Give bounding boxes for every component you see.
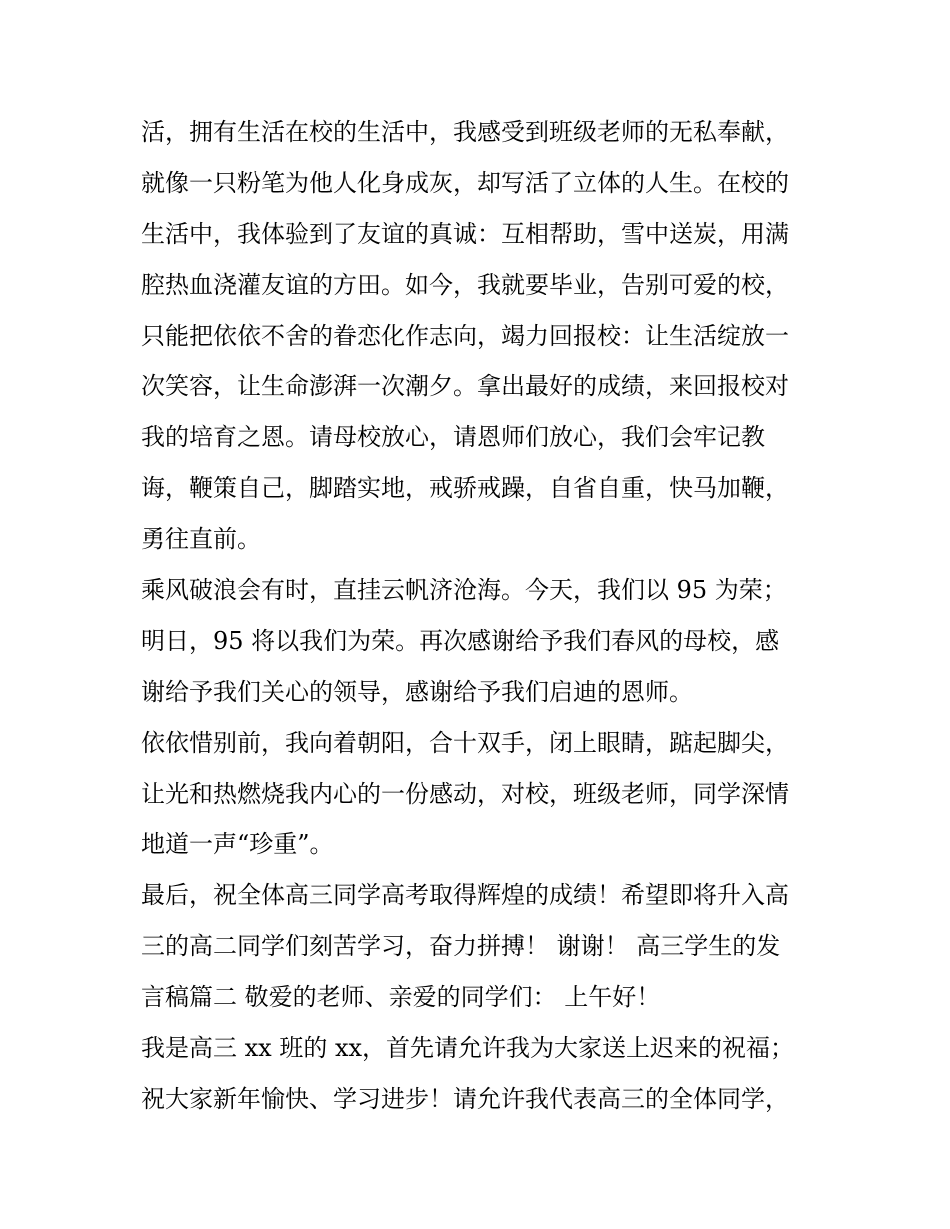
text-line: 让光和热燃烧我内心的一份感动，对校，班级老师，同学深情	[141, 779, 789, 808]
text-line: 依依惜别前，我向着朝阳，合十双手，闭上眼睛，踮起脚尖，	[141, 728, 789, 757]
text-line: 三的高二同学们刻苦学习，奋力拼搏！ 谢谢！ 高三学生的发	[141, 932, 781, 961]
text-line: 言稿篇二 敬爱的老师、亲爱的同学们： 上午好！	[141, 983, 661, 1012]
document-body	[141, 107, 821, 1125]
text-line: 地道一声“珍重”。	[141, 830, 334, 859]
text-line: 诲，鞭策自己，脚踏实地，戒骄戒躁，自省自重，快马加鞭，	[141, 474, 789, 503]
text-line: 谢给予我们关心的领导，感谢给予我们启迪的恩师。	[141, 677, 693, 706]
text-line: 只能把依依不舍的眷恋化作志向，竭力回报校：让生活绽放一	[141, 321, 789, 350]
text-line: 祝大家新年愉快、学习进步！请允许我代表高三的全体同学，	[141, 1084, 789, 1113]
text-line: 勇往直前。	[141, 525, 261, 554]
text-line: 我是高三 xx 班的 xx，首先请允许我为大家送上迟来的祝福；	[141, 1034, 795, 1063]
text-line: 最后，祝全体高三同学高考取得辉煌的成绩！希望即将升入高	[141, 881, 789, 910]
text-line: 活，拥有生活在校的生活中，我感受到班级老师的无私奉献，	[141, 118, 789, 146]
text-line: 腔热血浇灌友谊的方田。如今，我就要毕业，告别可爱的校，	[141, 270, 789, 299]
text-line: 我的培育之恩。请母校放心，请恩师们放心，我们会牢记教	[141, 423, 765, 452]
text-line: 乘风破浪会有时，直挂云帆济沧海。今天，我们以 95 为荣；	[141, 576, 787, 605]
text-line: 生活中，我体验到了友谊的真诚：互相帮助，雪中送炭，用满	[141, 219, 789, 248]
text-line: 次笑容，让生命澎湃一次潮夕。拿出最好的成绩，来回报校对	[141, 372, 789, 401]
text-line: 明日，95 将以我们为荣。再次感谢给予我们春风的母校，感	[141, 626, 780, 655]
text-line: 就像一只粉笔为他人化身成灰，却写活了立体的人生。在校的	[141, 168, 789, 197]
